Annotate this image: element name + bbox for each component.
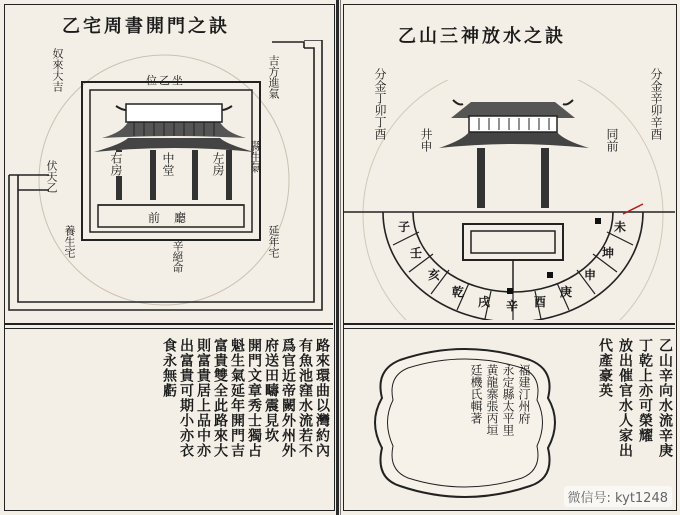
flow-marker [547, 272, 553, 278]
pond-outer [463, 224, 563, 260]
left-separator-thin [4, 328, 333, 329]
label-inner-bottom: 辛絕命 [171, 240, 184, 273]
pillar-2 [150, 150, 156, 200]
pillar-right [541, 148, 549, 208]
cartouche-line: 廷機氏輯著 [469, 364, 483, 424]
right-body-text [568, 338, 672, 498]
pillar-4 [226, 150, 232, 200]
left-separator [4, 323, 333, 325]
right-text-col: 丁乾上亦可榮耀 [637, 338, 653, 443]
label-top-right: 吉方進氣 [267, 55, 280, 99]
road-top [272, 42, 304, 48]
pillar-3 [192, 150, 198, 200]
ring-char: 申 [584, 268, 597, 282]
ring-char: 戌 [478, 295, 491, 309]
flow-marker [595, 218, 601, 224]
ring-char: 庚 [560, 285, 573, 299]
road-entry [9, 175, 49, 190]
label-left-side: 伏天乙 [45, 160, 58, 193]
roof-lower [94, 138, 254, 152]
right-text-col: 代產豪英 [597, 338, 613, 398]
label-right-fenjin: 分金辛卯辛酉 [649, 68, 663, 140]
room-right: 左房 [211, 152, 225, 176]
roof-body [469, 116, 557, 132]
room-center: 中堂 [161, 152, 175, 176]
cartouche-line: 黄龍寨張丙垣 [485, 364, 499, 436]
pond-inner [471, 231, 555, 253]
left-text-col: 爲官近帝闕外州外 [280, 338, 296, 458]
left-text-col: 魁生氣延年開門吉 [229, 338, 245, 458]
pillar-left [477, 148, 485, 208]
cartouche-line: 福建汀州府 [517, 364, 531, 424]
flow-marker [507, 288, 513, 294]
ring-char: 辛 [506, 299, 519, 313]
left-text-col: 府送田疇震見坎 [263, 338, 279, 443]
right-page-title: 乙山三神放水之訣 [398, 26, 566, 47]
label-right-extra: 同前 [605, 128, 619, 152]
ring-char: 乾 [452, 285, 465, 299]
left-text-col: 則富貴居上品中亦 [195, 338, 211, 458]
label-bottom-left: 養生宅 [63, 225, 76, 258]
roof-ridge [126, 104, 222, 122]
book-fold-shadow [340, 0, 341, 515]
ring-char: 亥 [428, 268, 441, 282]
right-text-col: 放出催官水人家出 [617, 338, 633, 458]
right-separator-thin [343, 328, 675, 329]
water-diagram [343, 80, 675, 320]
room-hall: 前廳 [148, 211, 201, 225]
book-fold [336, 0, 339, 515]
left-page-title: 乙宅周書開門之訣 [62, 16, 230, 37]
label-right-side: 縣生氣 [249, 140, 262, 173]
label-left-fenjin: 分金丁卯丁酉 [373, 68, 387, 140]
wechat-watermark: 微信号: kyt1248 [564, 486, 672, 507]
right-text-col: 乙山辛向水流辛庚 [657, 338, 673, 458]
label-gate: 位乙坐 [146, 74, 185, 87]
left-body-text [84, 338, 329, 503]
label-bottom-right: 延年宅 [267, 225, 280, 258]
left-text-col: 有魚池窪水流若不 [297, 338, 313, 458]
room-left: 右房 [109, 152, 123, 176]
label-top-left: 奴來大吉 [51, 48, 64, 92]
left-text-col: 路來環曲以灣約內 [314, 338, 330, 458]
right-separator [343, 323, 675, 325]
left-text-col: 食永無虧 [161, 338, 177, 398]
left-text-col: 富貴雙全此路來大 [212, 338, 228, 458]
ring-char: 子 [398, 220, 411, 234]
left-text-col: 出富貴可期小亦衣 [178, 338, 194, 458]
left-text-col: 開門文章秀士獨占 [246, 338, 262, 458]
ring-char: 酉 [534, 295, 547, 309]
label-left-extra: 井申 [419, 128, 433, 152]
cartouche-line: 永定縣太平里 [501, 364, 515, 436]
ring-char: 未 [614, 220, 627, 234]
ring-char: 壬 [410, 246, 423, 260]
ring-char: 坤 [602, 246, 615, 260]
cartouche-text [400, 364, 530, 484]
roof-lower [439, 132, 589, 148]
